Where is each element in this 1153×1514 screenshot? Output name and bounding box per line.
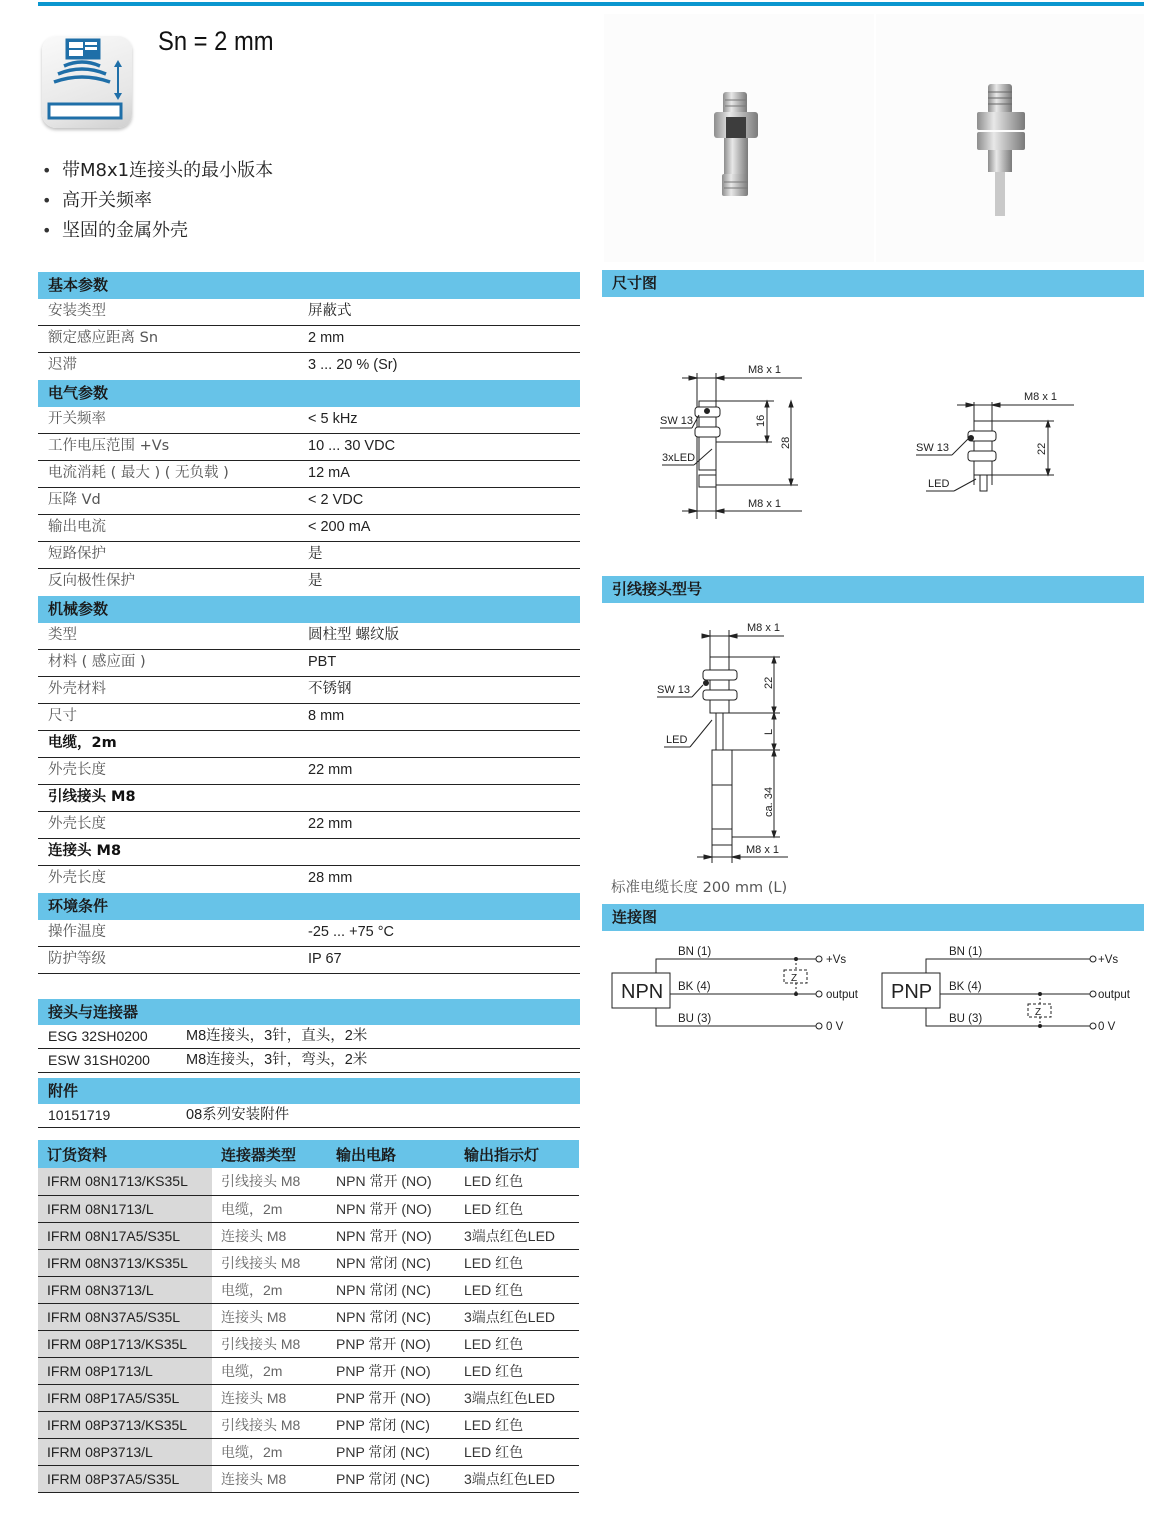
ordering-row bbox=[38, 1222, 579, 1249]
output-indicator: 3端点红色LED bbox=[455, 1465, 579, 1492]
dimension-value: 22 bbox=[763, 676, 775, 689]
spec-value: < 200 mA bbox=[308, 519, 371, 535]
output-circuit: PNP 常开 (NO) bbox=[327, 1384, 455, 1411]
spec-subgroup-header bbox=[38, 839, 580, 866]
wire-label: BN (1) bbox=[678, 946, 712, 958]
connector-type: 电缆，2m bbox=[212, 1438, 327, 1465]
wire-label: BU (3) bbox=[678, 1013, 712, 1025]
order-number: IFRM 08N37A5/S35L bbox=[38, 1303, 212, 1330]
wrench-size-label: SW 13 bbox=[916, 442, 950, 454]
ordering-row bbox=[38, 1465, 579, 1492]
top-accent-bar bbox=[38, 2, 1144, 6]
spec-value: 28 mm bbox=[308, 870, 353, 886]
output-indicator: LED 红色 bbox=[455, 1330, 579, 1357]
terminal-label: output bbox=[1098, 989, 1130, 1001]
order-number: IFRM 08P3713/KS35L bbox=[38, 1411, 212, 1438]
spec-value: < 2 VDC bbox=[308, 492, 364, 508]
output-indicator: 3端点红色LED bbox=[455, 1222, 579, 1249]
output-circuit: PNP 常闭 (NC) bbox=[327, 1411, 455, 1438]
output-indicator: 3端点红色LED bbox=[455, 1384, 579, 1411]
dimension-value: 28 bbox=[780, 436, 792, 449]
connector-type: 电缆，2m bbox=[212, 1357, 327, 1384]
part-number: ESW 31SH0200 bbox=[48, 1052, 150, 1068]
connector-type: 连接头 M8 bbox=[212, 1384, 327, 1411]
spec-row bbox=[38, 299, 580, 326]
spec-key: 材料 ( 感应面 ) bbox=[48, 654, 146, 670]
ordering-table bbox=[38, 1140, 579, 1493]
connector-type: 引线接头 M8 bbox=[212, 1249, 327, 1276]
output-indicator: LED 红色 bbox=[455, 1195, 579, 1222]
terminal-label: 0 V bbox=[1098, 1021, 1116, 1033]
spec-value: 22 mm bbox=[308, 762, 353, 778]
spec-key: 类型 bbox=[48, 627, 77, 643]
npn-label: NPN bbox=[621, 981, 664, 1003]
spec-key: 外壳长度 bbox=[48, 870, 106, 886]
connector-type: 连接头 M8 bbox=[212, 1465, 327, 1492]
connector-type: 电缆，2m bbox=[212, 1195, 327, 1222]
ordering-row bbox=[38, 1303, 579, 1330]
spec-key: 电流消耗 ( 最大 ) ( 无负载 ) bbox=[48, 465, 229, 481]
spec-value: 是 bbox=[308, 546, 323, 562]
output-indicator: LED 红色 bbox=[455, 1357, 579, 1384]
part-description: M8连接头，3针，弯头，2米 bbox=[186, 1052, 368, 1068]
spec-row bbox=[38, 866, 580, 893]
dimension-drawing-section bbox=[602, 270, 1144, 537]
spec-value: 屏蔽式 bbox=[308, 303, 352, 319]
spec-row bbox=[38, 569, 580, 596]
spec-value: -25 ... +75 °C bbox=[308, 924, 394, 940]
accessory-row bbox=[38, 1104, 580, 1128]
output-circuit: NPN 常开 (NO) bbox=[327, 1168, 455, 1195]
spec-key: 额定感应距离 Sn bbox=[48, 330, 159, 346]
ordering-header-row bbox=[38, 1140, 579, 1168]
spec-row bbox=[38, 488, 580, 515]
spec-value: 是 bbox=[308, 573, 323, 589]
part-description: M8连接头，3针，直头，2米 bbox=[186, 1028, 368, 1044]
connector-row bbox=[38, 1049, 580, 1073]
spec-key: 尺寸 bbox=[48, 708, 77, 724]
terminal-label: +Vs bbox=[826, 954, 847, 966]
output-circuit: PNP 常开 (NO) bbox=[327, 1357, 455, 1384]
ordering-row bbox=[38, 1438, 579, 1465]
output-circuit: PNP 常闭 (NC) bbox=[327, 1465, 455, 1492]
output-circuit: NPN 常闭 (NC) bbox=[327, 1249, 455, 1276]
pnp-label: PNP bbox=[891, 981, 933, 1003]
wire-label: BK (4) bbox=[949, 981, 982, 993]
load-label: Z bbox=[791, 973, 798, 984]
wire-label: BN (1) bbox=[949, 946, 983, 958]
spec-row bbox=[38, 920, 580, 947]
output-indicator: LED 红色 bbox=[455, 1168, 579, 1195]
order-number: IFRM 08N1713/KS35L bbox=[38, 1168, 212, 1195]
terminal-label: +Vs bbox=[1098, 954, 1119, 966]
pigtail-drawing-section bbox=[602, 576, 1144, 873]
spec-row bbox=[38, 650, 580, 677]
spec-key: 开关频率 bbox=[48, 411, 106, 427]
connectors-table bbox=[38, 999, 580, 1128]
wire-label: BU (3) bbox=[949, 1013, 983, 1025]
column-header: 输出电路 bbox=[327, 1140, 455, 1168]
ordering-row bbox=[38, 1384, 579, 1411]
thread-label: M8 x 1 bbox=[748, 498, 782, 510]
part-number: 10151719 bbox=[48, 1107, 111, 1123]
output-indicator: LED 红色 bbox=[455, 1411, 579, 1438]
order-number: IFRM 08P1713/KS35L bbox=[38, 1330, 212, 1357]
thread-label: M8 x 1 bbox=[747, 622, 781, 634]
output-indicator: LED 红色 bbox=[455, 1249, 579, 1276]
spec-row bbox=[38, 407, 580, 434]
sensing-range-title: Sn = 2 mm bbox=[158, 26, 274, 56]
order-number: IFRM 08P1713/L bbox=[38, 1357, 212, 1384]
spec-value: IP 67 bbox=[308, 951, 342, 967]
feature-item: • 高开关频率 bbox=[40, 186, 273, 216]
spec-row bbox=[38, 758, 580, 785]
spec-row bbox=[38, 515, 580, 542]
feature-item: • 带M8x1连接头的最小版本 bbox=[40, 156, 273, 186]
led-label: 3xLED bbox=[662, 452, 696, 464]
subgroup-title: 引线接头 M8 bbox=[48, 789, 136, 805]
dimension-value: 16 bbox=[755, 414, 767, 427]
terminal-label: output bbox=[826, 989, 858, 1001]
section-header-environment: 环境条件 bbox=[38, 893, 580, 920]
output-indicator: LED 红色 bbox=[455, 1276, 579, 1303]
led-label: LED bbox=[928, 478, 950, 490]
sensing-distance-icon bbox=[42, 36, 132, 128]
order-number: IFRM 08N3713/L bbox=[38, 1276, 212, 1303]
connector-sensor-photo bbox=[604, 14, 874, 262]
spec-key: 短路保护 bbox=[48, 546, 106, 562]
output-indicator: LED 红色 bbox=[455, 1438, 579, 1465]
spec-value: < 5 kHz bbox=[308, 411, 358, 427]
pigtail-drawing bbox=[602, 603, 1144, 873]
spec-row bbox=[38, 434, 580, 461]
dimension-value: L bbox=[763, 728, 775, 735]
spec-key: 外壳材料 bbox=[48, 681, 106, 697]
cable-sensor-photo bbox=[876, 14, 1144, 262]
order-number: IFRM 08P37A5/S35L bbox=[38, 1465, 212, 1492]
spec-key: 防护等级 bbox=[48, 951, 106, 967]
order-number: IFRM 08P3713/L bbox=[38, 1438, 212, 1465]
connector-type: 引线接头 M8 bbox=[212, 1330, 327, 1357]
connector-type: 连接头 M8 bbox=[212, 1222, 327, 1249]
spec-value: 不锈钢 bbox=[308, 681, 352, 697]
output-circuit: NPN 常开 (NO) bbox=[327, 1222, 455, 1249]
spec-value: 22 mm bbox=[308, 816, 353, 832]
spec-subgroup-header bbox=[38, 785, 580, 812]
spec-row bbox=[38, 947, 580, 974]
spec-value: 10 ... 30 VDC bbox=[308, 438, 396, 454]
wrench-size-label: SW 13 bbox=[660, 415, 694, 427]
spec-key: 迟滞 bbox=[48, 357, 77, 373]
column-header: 连接器类型 bbox=[212, 1140, 327, 1168]
ordering-row bbox=[38, 1276, 579, 1303]
output-indicator: 3端点红色LED bbox=[455, 1303, 579, 1330]
section-header-wiring: 连接图 bbox=[602, 904, 1144, 931]
dimension-value: 22 bbox=[1036, 442, 1048, 455]
spec-row bbox=[38, 461, 580, 488]
subgroup-title: 连接头 M8 bbox=[48, 843, 122, 859]
terminal-label: 0 V bbox=[826, 1021, 844, 1033]
ordering-row bbox=[38, 1249, 579, 1276]
spec-value: 3 ... 20 % (Sr) bbox=[308, 357, 398, 373]
thread-label: M8 x 1 bbox=[746, 844, 780, 856]
ordering-row bbox=[38, 1411, 579, 1438]
output-circuit: PNP 常开 (NO) bbox=[327, 1330, 455, 1357]
order-number: IFRM 08P17A5/S35L bbox=[38, 1384, 212, 1411]
dimension-drawing bbox=[602, 297, 1144, 537]
ordering-row bbox=[38, 1195, 579, 1222]
spec-key: 外壳长度 bbox=[48, 762, 106, 778]
cable-length-caption: 标准电缆长度 200 mm (L) bbox=[611, 880, 788, 896]
output-circuit: NPN 常开 (NO) bbox=[327, 1195, 455, 1222]
wiring-section bbox=[602, 904, 1144, 1041]
led-label: LED bbox=[666, 734, 688, 746]
spec-value: 12 mA bbox=[308, 465, 350, 481]
spec-row bbox=[38, 353, 580, 380]
spec-table bbox=[38, 272, 580, 974]
output-circuit: PNP 常闭 (NC) bbox=[327, 1438, 455, 1465]
section-header-electrical: 电气参数 bbox=[38, 380, 580, 407]
part-number: ESG 32SH0200 bbox=[48, 1028, 148, 1044]
order-number: IFRM 08N3713/KS35L bbox=[38, 1249, 212, 1276]
order-number: IFRM 08N17A5/S35L bbox=[38, 1222, 212, 1249]
spec-row bbox=[38, 326, 580, 353]
spec-value: 8 mm bbox=[308, 708, 345, 724]
spec-value: 2 mm bbox=[308, 330, 345, 346]
spec-row bbox=[38, 812, 580, 839]
output-circuit: NPN 常闭 (NC) bbox=[327, 1276, 455, 1303]
spec-value: PBT bbox=[308, 654, 337, 670]
column-header: 输出指示灯 bbox=[455, 1140, 579, 1168]
feature-item: • 坚固的金属外壳 bbox=[40, 216, 273, 246]
ordering-row bbox=[38, 1357, 579, 1384]
feature-list bbox=[40, 156, 273, 246]
spec-row bbox=[38, 542, 580, 569]
spec-value: 圆柱型 螺纹版 bbox=[308, 627, 400, 643]
thread-label: M8 x 1 bbox=[1024, 391, 1058, 403]
wiring-diagram bbox=[602, 931, 1144, 1041]
section-header-dimensions: 尺寸图 bbox=[602, 270, 1144, 297]
spec-key: 外壳长度 bbox=[48, 816, 106, 832]
connector-type: 连接头 M8 bbox=[212, 1303, 327, 1330]
ordering-row bbox=[38, 1330, 579, 1357]
load-label: Z bbox=[1035, 1007, 1042, 1018]
thread-label: M8 x 1 bbox=[748, 364, 782, 376]
connector-type: 电缆，2m bbox=[212, 1276, 327, 1303]
connector-type: 引线接头 M8 bbox=[212, 1411, 327, 1438]
part-description: 08系列安装附件 bbox=[186, 1107, 290, 1123]
spec-key: 操作温度 bbox=[48, 924, 106, 940]
spec-subgroup-header bbox=[38, 731, 580, 758]
section-header-accessories: 附件 bbox=[38, 1078, 580, 1104]
spec-row bbox=[38, 704, 580, 731]
output-circuit: NPN 常闭 (NC) bbox=[327, 1303, 455, 1330]
spec-row bbox=[38, 677, 580, 704]
connector-type: 引线接头 M8 bbox=[212, 1168, 327, 1195]
section-header-basic: 基本参数 bbox=[38, 272, 580, 299]
connector-row bbox=[38, 1025, 580, 1049]
wire-label: BK (4) bbox=[678, 981, 711, 993]
ordering-row bbox=[38, 1168, 579, 1195]
spec-key: 压降 Vd bbox=[48, 492, 101, 508]
spec-key: 安装类型 bbox=[48, 303, 106, 319]
subgroup-title: 电缆，2m bbox=[48, 735, 117, 751]
section-header-pigtail: 引线接头型号 bbox=[602, 576, 1144, 603]
spec-key: 输出电流 bbox=[48, 519, 106, 535]
order-number: IFRM 08N1713/L bbox=[38, 1195, 212, 1222]
column-header: 订货资料 bbox=[38, 1140, 212, 1168]
spec-key: 工作电压范围 +Vs bbox=[48, 438, 170, 454]
section-header-connectors: 接头与连接器 bbox=[38, 999, 580, 1025]
wrench-size-label: SW 13 bbox=[657, 684, 691, 696]
spec-row bbox=[38, 623, 580, 650]
spec-key: 反向极性保护 bbox=[48, 573, 135, 589]
dimension-value: ca. 34 bbox=[763, 787, 775, 817]
section-header-mechanical: 机械参数 bbox=[38, 596, 580, 623]
